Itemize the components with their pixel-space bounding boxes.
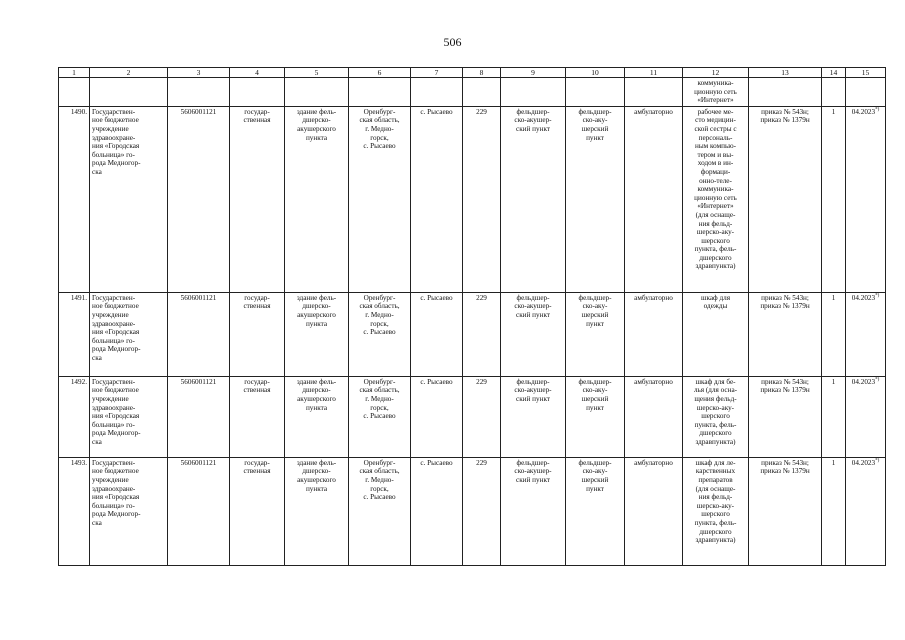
settlement: с. Рысаево	[411, 457, 463, 565]
organization-name: Государствен- ное бюджетное учреждение здравоохране- ния «Городская больница» го- рода Медногор- ска	[90, 106, 168, 292]
quantity: 1	[822, 106, 846, 292]
address: Оренбург- ская область, г. Медно- горск, с. Рысаево	[349, 292, 411, 376]
column-number: 8	[463, 68, 501, 78]
unit-name: фельдшер- ско-аку- шерский пункт	[566, 376, 625, 457]
settlement: с. Рысаево	[411, 376, 463, 457]
ownership-form: государ- ственная	[230, 292, 285, 376]
unit-name: фельдшер- ско-аку- шерский пункт	[566, 106, 625, 292]
organization-name: Государствен- ное бюджетное учреждение здравоохране- ния «Городская больница» го- рода Медногор- ска	[90, 457, 168, 565]
footnote-mark: *)	[875, 293, 880, 299]
column-number: 15	[846, 68, 886, 78]
care-condition: амбулаторно	[625, 457, 683, 565]
unit-name: фельдшер- ско-аку- шерский пункт	[566, 292, 625, 376]
completion-date	[846, 376, 886, 457]
column-number: 12	[683, 68, 749, 78]
column-number: 13	[749, 68, 822, 78]
equipment-name: шкаф для бе- лья (для осна- щения фельд- шерско-аку- шерского пункта, фель- дшерского здравпункта)	[683, 376, 749, 457]
footnote-mark: *)	[875, 377, 880, 383]
column-number: 10	[566, 68, 625, 78]
date-value: 04.2023	[851, 293, 876, 302]
completion-date	[846, 106, 886, 292]
equipment-continuation: коммуника- ционную сеть «Интернет»	[683, 78, 749, 107]
date-value: 04.2023	[851, 458, 876, 467]
care-condition: амбулаторно	[625, 376, 683, 457]
building-type: здание фель- дшерско- акушерского пункта	[285, 376, 349, 457]
date-value: 04.2023	[851, 107, 876, 116]
care-condition: амбулаторно	[625, 106, 683, 292]
table-row	[59, 292, 886, 376]
column-number: 1	[59, 68, 90, 78]
table-row	[59, 106, 886, 292]
population-count: 229	[463, 376, 501, 457]
organization-name: Государствен- ное бюджетное учреждение здравоохране- ния «Городская больница» го- рода Медногор- ска	[90, 292, 168, 376]
table-row	[59, 457, 886, 565]
inn-code: 5606001121	[168, 292, 230, 376]
table-row	[59, 376, 886, 457]
building-type: здание фель- дшерско- акушерского пункта	[285, 292, 349, 376]
ownership-form: государ- ственная	[230, 106, 285, 292]
column-number: 14	[822, 68, 846, 78]
column-number: 7	[411, 68, 463, 78]
unit-type: фельдшер- ско-акушер- ский пункт	[501, 376, 566, 457]
row-number: 1493.	[59, 457, 90, 565]
unit-type: фельдшер- ско-акушер- ский пункт	[501, 292, 566, 376]
row-number: 1491.	[59, 292, 90, 376]
address: Оренбург- ская область, г. Медно- горск, с. Рысаево	[349, 106, 411, 292]
population-count: 229	[463, 292, 501, 376]
column-number: 5	[285, 68, 349, 78]
footnote-mark: *)	[875, 107, 880, 113]
column-number: 4	[230, 68, 285, 78]
equipment-name: шкаф для ле- карственных препаратов (для оснаще- ния фельд- шерско-аку- шерского пункта, фель- дшерского здравпункта)	[683, 457, 749, 565]
population-count: 229	[463, 106, 501, 292]
unit-type: фельдшер- ско-акушер- ский пункт	[501, 457, 566, 565]
regulatory-orders: приказ № 543н; приказ № 1379н	[749, 376, 822, 457]
building-type: здание фель- дшерско- акушерского пункта	[285, 457, 349, 565]
row-number: 1492.	[59, 376, 90, 457]
quantity: 1	[822, 292, 846, 376]
column-number: 2	[90, 68, 168, 78]
column-number: 6	[349, 68, 411, 78]
address: Оренбург- ская область, г. Медно- горск, с. Рысаево	[349, 376, 411, 457]
settlement: с. Рысаево	[411, 292, 463, 376]
equipment-name: шкаф для одежды	[683, 292, 749, 376]
organization-name: Государствен- ное бюджетное учреждение здравоохране- ния «Городская больница» го- рода Медногор- ска	[90, 376, 168, 457]
regulatory-orders: приказ № 543н; приказ № 1379н	[749, 457, 822, 565]
footnote-mark: *)	[875, 458, 880, 464]
column-number-row	[59, 68, 886, 78]
inn-code: 5606001121	[168, 106, 230, 292]
population-count: 229	[463, 457, 501, 565]
ownership-form: государ- ственная	[230, 376, 285, 457]
continuation-row	[59, 78, 886, 107]
row-number: 1490.	[59, 106, 90, 292]
care-condition: амбулаторно	[625, 292, 683, 376]
page-number: 506	[443, 35, 462, 49]
quantity: 1	[822, 457, 846, 565]
completion-date	[846, 292, 886, 376]
address: Оренбург- ская область, г. Медно- горск, с. Рысаево	[349, 457, 411, 565]
settlement: с. Рысаево	[411, 106, 463, 292]
regulatory-orders: приказ № 543н; приказ № 1379н	[749, 292, 822, 376]
inn-code: 5606001121	[168, 457, 230, 565]
column-number: 11	[625, 68, 683, 78]
date-value: 04.2023	[851, 377, 876, 386]
completion-date	[846, 457, 886, 565]
equipment-table	[58, 67, 886, 566]
unit-name: фельдшер- ско-аку- шерский пункт	[566, 457, 625, 565]
column-number: 3	[168, 68, 230, 78]
equipment-name: рабочее ме- сто медицин- ской сестры с персональ- ным компью- тером и вы- ходом в ин- формаци- онно-теле- коммуника- ционную сеть «Интернет» (для оснаще- ния фельд- шерско-аку- шерского пункта, фель- дшерского здравпункта)	[683, 106, 749, 292]
regulatory-orders: приказ № 543н; приказ № 1379н	[749, 106, 822, 292]
building-type: здание фель- дшерско- акушерского пункта	[285, 106, 349, 292]
unit-type: фельдшер- ско-акушер- ский пункт	[501, 106, 566, 292]
inn-code: 5606001121	[168, 376, 230, 457]
quantity: 1	[822, 376, 846, 457]
column-number: 9	[501, 68, 566, 78]
ownership-form: государ- ственная	[230, 457, 285, 565]
